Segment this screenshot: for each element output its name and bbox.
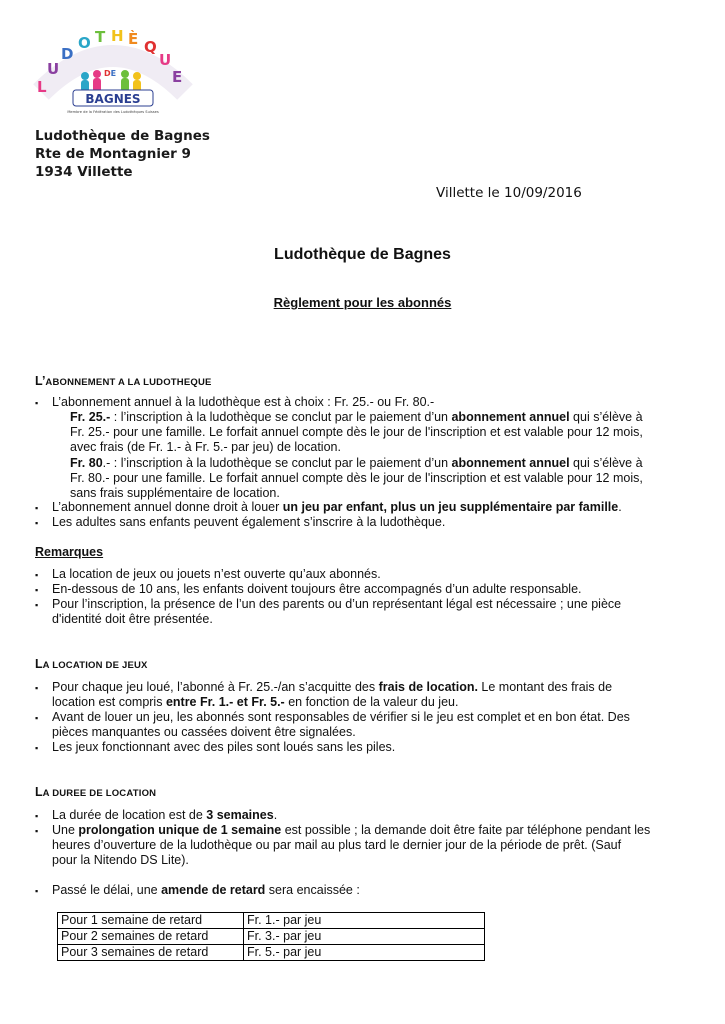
bullet-icon: ▪ [35,826,39,836]
remarque-2: En-dessous de 10 ans, les enfants doivent toujours être accompagnés d’un adulte responsable. [52,582,582,596]
late-fees-table [57,912,485,961]
section-heading-location: LA LOCATION DE JEUX [35,657,148,671]
bullet-icon: ▪ [35,713,39,723]
duree-prolongation-cont-2: pour la Nitendo DS Lite). [52,853,189,867]
duree-prolongation: Une prolongation unique de 1 semaine est possible ; la demande doit être faite par téléphone pendant les [52,823,651,837]
address-line-3: 1934 Villette [35,164,133,180]
abonnement-adultes: Les adultes sans enfants peuvent également s’inscrire à la ludothèque. [52,515,446,529]
svg-text:L U D O: L U D O T H È Q U E [37,30,183,96]
remarque-3: Pour l’inscription, la présence de l’un des parents ou d’un représentant légal est nécessaire ; une pièce [52,597,622,611]
table-cell: Pour 3 semaines de retard [58,945,244,961]
logo-letter: L [37,78,47,96]
address-line-2: Rte de Montagnier 9 [35,146,191,162]
section-heading-duree: LA DUREE DE LOCATION [35,785,157,799]
fr80-line-3: sans frais supplémentaire de location. [70,486,280,500]
table-row [58,929,485,945]
abonnement-choice: L’abonnement annuel à la ludothèque est à choix : Fr. 25.- ou Fr. 80.- [52,395,435,409]
bullet-icon: ▪ [35,811,39,821]
address-line-1: Ludothèque de Bagnes [35,128,210,144]
page-subtitle: Règlement pour les abonnés [273,295,452,310]
table-cell: Fr. 5.- par jeu [244,945,485,961]
location-verification: Avant de louer un jeu, les abonnés sont responsables de vérifier si le jeu est complet et en bon état. Des [52,710,630,724]
bullet-icon: ▪ [35,570,39,580]
duree-prolongation-cont: heures d’ouverture de la ludothèque ou par mail au plus tard le dernier jour de la période de prêt. (Sauf [52,838,622,852]
remarques-heading: Remarques [35,545,104,559]
bullet-icon: ▪ [35,886,39,896]
letter-date: Villette le 10/09/2016 [436,185,582,201]
section-heading-abonnement: L’ABONNEMENT A LA LUDOTHEQUE [35,374,212,388]
ludotheque-logo [33,30,193,116]
bullet-icon: ▪ [35,600,39,610]
table-cell: Fr. 1.- par jeu [244,913,485,929]
duree-amende: Passé le délai, une amende de retard sera encaissée : [52,883,360,897]
duree-semaines: La durée de location est de 3 semaines. [52,808,278,822]
fr25-line-3: avec frais (de Fr. 1.- à Fr. 5.- par jeu) de location. [70,440,341,454]
table-row [58,945,485,961]
logo-bagnes: BAGNES [85,92,141,106]
fr80-line-2: Fr. 80.- pour une famille. Le forfait annuel compte dès le jour de l'inscription et est valable pour 12 mois, [70,471,643,485]
fr25-line-1: Fr. 25.- : l’inscription à la ludothèque se conclut par le paiement d’un abonnement annuel qui s’élève à [70,410,643,424]
location-verification-cont: pièces manquantes ou cassées doivent être signalées. [52,725,356,739]
page-title: Ludothèque de Bagnes [274,246,451,263]
remarque-1: La location de jeux ou jouets n’est ouverte qu’aux abonnés. [52,567,381,581]
table-cell: Pour 2 semaines de retard [58,929,244,945]
bullet-icon: ▪ [35,518,39,528]
bullet-icon: ▪ [35,743,39,753]
location-piles: Les jeux fonctionnant avec des piles sont loués sans les piles. [52,740,396,754]
table-cell: Fr. 3.- par jeu [244,929,485,945]
table-row [58,913,485,929]
fr25-line-2: Fr. 25.- pour une famille. Le forfait annuel compte dès le jour de l'inscription et est valable pour 12 mois, [70,425,643,439]
table-cell: Pour 1 semaine de retard [58,913,244,929]
abonnement-droit: L’abonnement annuel donne droit à louer un jeu par enfant, plus un jeu supplémentaire par famille. [52,500,622,514]
bullet-icon: ▪ [35,503,39,513]
bullet-icon: ▪ [35,398,39,408]
logo-de: DE [104,69,117,78]
fr80-line-1: Fr. 80.- : l’inscription à la ludothèque se conclut par le paiement d’un abonnement annuel qui s’élève à [70,456,643,470]
location-frais-cont: location est compris entre Fr. 1.- et Fr. 5.- en fonction de la valeur du jeu. [52,695,459,709]
bullet-icon: ▪ [35,585,39,595]
bullet-icon: ▪ [35,683,39,693]
remarque-3-cont: d'identité doit être présentée. [52,612,213,626]
location-frais: Pour chaque jeu loué, l’abonné à Fr. 25.-/an s’acquitte des frais de location. Le montant des frais de [52,680,613,694]
logo-tagline: Membre de la Fédération des Ludothèques Suisses [67,110,159,114]
